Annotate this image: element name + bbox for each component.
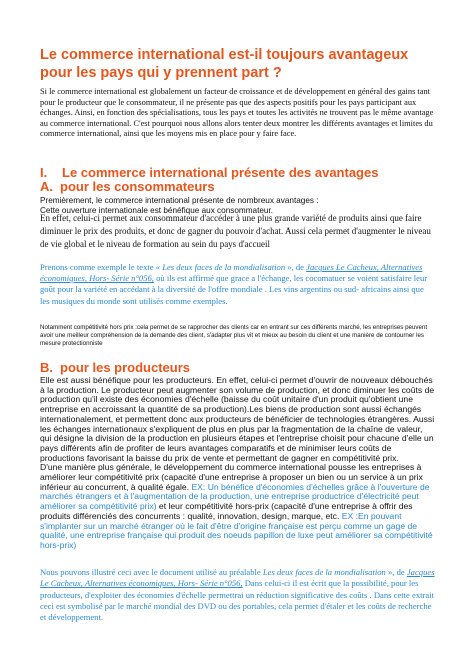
subsection-heading-a <box>40 179 215 194</box>
producers-p1: Elle est aussi bénéfique pour les producteurs. En effet, celui-ci permet d'ouvrir de nouveaux débouchés à la production. Le producteur peut augmenter son volume de production, et donc diminuer les coûts de production qu'il existe des économies d'échelle (baisse du coût unitaire d'un produit qu'obtient une entreprise en accroissant la quantité de sa production).Les biens de production sont aussi échangés internationalement, et permettent donc aux producteurs de bénéficier de technologies étrangères. Aussi les échanges internationaux s'expliquent de plus en plus par la fragmentation de la chaîne de valeur, qui désigne la division de la production en plusieurs étapes et l'entreprise choisit pour chacune d'elle un pays différents afin de profiter de leurs avantages comparatifs et de minimiser leurs coûts de productions favorisant la baisse du prix de vente et permettant de gagner en compétitivité prix. <box>40 375 435 463</box>
quote-body: où ils est affirmé que grace a l'échange, les cocomatuer se voient satisfaire leur goût pour la variété en accédant à la diversité de l'offre mondiale . Les vins argentins ou sud- africains ainsi que les musiques du monde sont utilisés comme exemples. <box>40 273 428 306</box>
section-heading-1 <box>40 165 378 180</box>
consumers-intro-line2: Cette ouverture internationale est bénéfique aux consommateur. <box>40 205 274 215</box>
producers-quote-source: Les deux faces de la mondialisation <box>262 567 386 577</box>
quote-intro: Prenons comme exemple le texte « <box>40 262 163 272</box>
producers-quote-paragraph <box>40 567 435 623</box>
subsection-number: B. <box>40 360 53 375</box>
subsection-number: A. <box>40 179 53 194</box>
subsection-heading-b <box>40 360 190 375</box>
quote-author: Jacques Le Cacheux, Alternatives économiques, Hors- Série n°056, <box>40 262 423 284</box>
producers-example-1: EX: Un bénéfice d'économies d'échelles grâce à l'ouverture de marchés étrangers et à l'augmentation de la production, une entreprise productrice d'électricité peut améliorer sa compétitivité prix) <box>40 481 430 512</box>
producers-paragraph <box>40 376 435 551</box>
section-title: Le commerce international présente des avantages <box>62 165 379 180</box>
quote-paragraph <box>40 262 435 307</box>
subsection-title: pour les producteurs <box>60 360 191 375</box>
producers-quote-mid: », de <box>385 567 407 577</box>
producers-p3: et leur compétitivité hors-prix (capacité d'une entreprise à offrir des produits différenciés des concurrents : qualité, innovation, design, marque, etc. <box>40 501 413 521</box>
document-title: Le commerce international est-il toujours avantageux pour les pays qui y prennent part ? <box>40 47 409 81</box>
quote-mid: », de <box>285 262 307 272</box>
producers-p2: D'une manière plus générale, le développement du commerce international pousse les entreprises à améliorer leur compétitivité prix (capacité d'une entreprise à proposer un bien ou un service à un prix inférieur au concurrent, à qualité égale. <box>40 462 423 492</box>
consumers-intro-line1: Premièrement, le commerce international présente de nombreux avantages : <box>40 196 319 205</box>
note-paragraph: Notamment compétitivité hors prix :cela permet de se rapprocher des clients car en entrant sur ces différents marché, les entreprises peuvent avoir une meilleur compréhension de la demande des client, s'adapter plus vit et mieux au besoin du client et une manière de contourner les mesure protectionniste <box>40 324 428 347</box>
quote-source: Les deux faces de la mondialisation <box>162 262 286 272</box>
producers-example-2: EX :En pouvant s'implanter sur un marché étranger où le fait d'être d'origine française est perçu comme un gage de qualité, une entreprise française qui produit des noeuds papillon de luxe peut améliorer sa compétitivité hors-prix) <box>40 510 433 550</box>
subsection-title: pour les consommateurs <box>60 179 215 194</box>
producers-quote-body: Dans celui-ci il est écrit que la possibilité, pour les producteurs, d'exploiter des économies d'échelle permettrai un réduction significative des coûts . Dans cette extrait ceci est symbolisé par le marché mondial des DVD ou des portables, cela permet d'étaler et les coûts de recherche et développement. <box>40 578 434 623</box>
consumers-paragraph: En effet, celui-ci permet aux consommateur d'accéder à une plus grande variété de produits ainsi que faire diminuer le prix des produits, et donc de gagner du pouvoir d'achat. Aussi cela permet d'augmenter le niveau de vie global et le niveau de formation au sein du pays d'accueil <box>40 213 431 249</box>
section-number: I. <box>40 165 48 180</box>
producers-quote-intro: Nous pouvons illustré ceci avec le document utilisé au préalable <box>40 567 263 577</box>
producers-quote-author: Jacques Le Cacheux, Alternatives économiques, Hors- Série n°056, <box>40 567 435 589</box>
intro-paragraph: Si le commerce international est globalement un facteur de croissance et de développement en général des gains tant pour le producteur que le consommateur, il ne présente pas que des aspects positifs pour les pays participant aux échanges. Ainsi, en fonction des spécialisations, tous les pays et toutes les activités ne trouvent pas le même avantage au commerce international. C'est pourquoi nous allons alors tenter deux montrer les différents avantages et limites du commerce international, ainsi que les moyens mis en place pour y faire face. <box>40 87 434 139</box>
